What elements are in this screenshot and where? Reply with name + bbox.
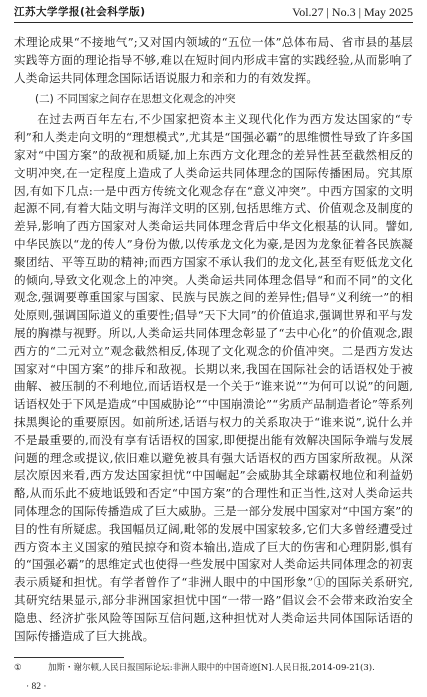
running-header (14, 4, 413, 23)
article-body (14, 34, 413, 645)
footnote-text: 加斯・谢尔顿,人民日报国际论坛:非洲人眼中的中国奇迹[N].人民日报,2014-09-21(3). (48, 663, 375, 673)
footnote-divider (14, 657, 124, 658)
issue-info: Vol.27 | No.3 | May 2025 (292, 5, 413, 19)
paragraph-main: 在过去两百年左右,不少国家把资本主义现代化作为西方发达国家的“专利”和人类走向文明的“理想模式”,尤其是“国强必霸”的思维惯性导致了许多国家对“中国方案”的敌视和质疑,加上东西方文化理念的差异性甚至截然相反的文明冲突,在一定程度上造成了人类命运共同体理念的国际传播困局。究其原因,有如下几点:一是中西方传统文化观念存在“意义冲突”。中西方国家的文明起源不同,有着大陆文明与海洋文明的区别,包括思维方式、价值观念及制度的差异,影响了西方国家对人类命运共同体理念背后中华文化根基的认同。譬如,中华民族以“龙的传人”身份为傲,以传承龙文化为豪,是因为龙象征着各民族凝聚团结、平等互助的精神;而西方国家不承认我们的龙文化,甚至有贬低龙文化的倾向,导致文化观念上的冲突。人类命运共同体理念倡导“和而不同”的文化观念,强调要尊重国家与国家、民族与民族之间的差异性;倡导“义利统一”的相处原则,强调国际道义的重要性;倡导“天下大同”的价值追求,强调世界和平与发展的胸襟与视野。所以,人类命运共同体理念彰显了“去中心化”的价值观念,跟西方的“二元对立”观念截然相反,体现了文化观念的价值冲突。二是西方发达国家对“中国方案”的排斥和敌视。长期以来,我国在国际社会的话语权处于被曲解、被压制的不利地位,而话语权是一个关于“谁来说”“为何可以说”的问题,话语权处于下风是造成“中国威胁论”“中国崩溃论”“劣质产品制造者论”等系列抹黑舆论的重要原因。如前所述,话语与权力的关系取决于“谁来说”,说什么并不是最重要的,而没有享有话语权的国家,即便提出能有效解决国际争端与发展问题的理念或提议,依旧难以避免被具有强大话语权的西方国家所敌视。从深层次原因来看,西方发达国家担忧“中国崛起”会威胁其全球霸权地位和利益奶酪,从而乐此不疲地诋毁和否定“中国方案”的合理性和正当性,这对人类命运共同体理念的国际传播造成了巨大威胁。三是一部分发展中国家对“中国方案”的目的性有所疑虑。我国幅员辽阔,毗邻的发展中国家较多,它们大多曾经遭受过西方资本主义国家的殖民掠夺和资本输出,造成了巨大的伤害和心理阴影,惧有的“国强必霸”的思维定式也使得一些发展中国家对人类命运共同体理念的初衷表示质疑和担忧。有学者曾作了“非洲人眼中的中国形象”①的国际关系研究,其研究结果显示,部分非洲国家担忧中国“一带一路”倡议会不会带来政治安全隐患、经济扩张风险等国际互信问题,这种担忧对人类命运共同体国际话语的国际传播造成了巨大挑战。 (14, 112, 413, 643)
footnote-mark: ① (14, 663, 22, 673)
page-number: · 82 · (26, 682, 47, 692)
section-subheading: (二) 不同国家之间存在思想文化观念的冲突 (35, 93, 236, 106)
journal-title: 江苏大学学报(社会科学版) (14, 6, 146, 18)
footnote (14, 662, 413, 674)
paragraph-continuation: 术理论成果“不接地气”;又对国内领域的“五位一体”总体布局、省市县的基层实践等方面的理论指导不够,难以在短时间内形成丰富的实践经验,从而影响了人类命运共同体理念国际话语说服力和亲和力的有效发挥。 (14, 35, 413, 85)
